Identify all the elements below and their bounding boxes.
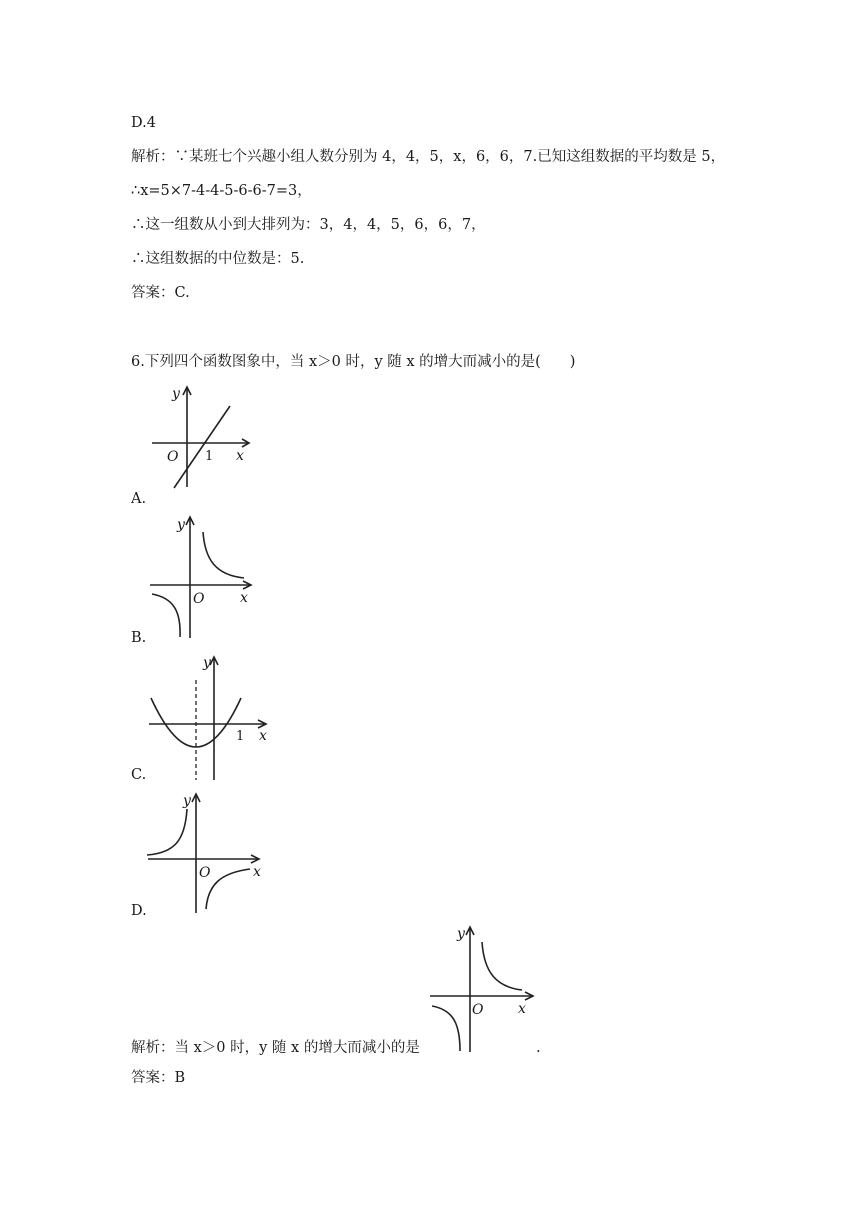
tick-label: 1 — [205, 449, 214, 464]
x-axis-label: x — [518, 1001, 526, 1017]
hyperbola-branch-4 — [206, 869, 250, 909]
analysis-line-3: ∴这一组数从小到大排列为：3，4，4，5，6，6，7， — [131, 217, 486, 233]
analysis-line-4: ∴这组数据的中位数是：5. — [131, 251, 305, 267]
option-c-graph — [145, 650, 275, 782]
hyperbola-branch-1 — [203, 532, 244, 578]
origin-label: O — [167, 449, 179, 465]
option-a-graph — [148, 384, 258, 494]
analysis-6-period: . — [536, 1040, 541, 1056]
hyperbola-branch-3 — [152, 594, 180, 637]
option-b-graph — [146, 512, 261, 640]
x-axis-label: x — [259, 728, 267, 744]
x-axis-label: x — [240, 590, 248, 606]
y-axis-label: y — [183, 793, 191, 809]
y-axis-label: y — [177, 517, 185, 533]
answer-6-text: 答案：B — [131, 1070, 186, 1086]
x-axis-label: x — [236, 448, 244, 464]
hyperbola-branch-1 — [482, 942, 522, 990]
analysis-6-text: 解析：当 x＞0 时，y 随 x 的增大而减小的是 — [131, 1040, 420, 1056]
origin-label: O — [193, 591, 205, 607]
analysis-line-2: ∴x=5×7-4-4-5-6-6-7=3， — [131, 183, 312, 199]
tick-label: 1 — [236, 729, 245, 744]
option-d-graph — [144, 789, 269, 915]
option-d-label: D. — [131, 903, 147, 919]
hyperbola-branch-2 — [147, 809, 187, 855]
y-axis-label: y — [172, 386, 180, 402]
origin-label: O — [199, 865, 211, 881]
origin-label: O — [472, 1002, 484, 1018]
analysis-graph — [426, 920, 541, 1055]
x-axis-label: x — [253, 864, 261, 880]
hyperbola-branch-3 — [432, 1006, 460, 1051]
function-line — [174, 406, 230, 488]
analysis-line-1: 解析：∵某班七个兴趣小组人数分别为 4，4，5，x，6，6，7.已知这组数据的平均数是 5， — [131, 149, 726, 165]
option-d-text: D.4 — [131, 115, 156, 131]
option-c-label: C. — [131, 767, 147, 783]
option-a-label: A. — [131, 491, 147, 507]
answer-text: 答案：C. — [131, 285, 190, 301]
y-axis-label: y — [457, 926, 465, 942]
y-axis-label: y — [203, 655, 211, 671]
question-6-stem: 6.下列四个函数图象中，当 x＞0 时，y 随 x 的增大而减小的是( ) — [131, 354, 576, 370]
option-b-label: B. — [131, 630, 147, 646]
